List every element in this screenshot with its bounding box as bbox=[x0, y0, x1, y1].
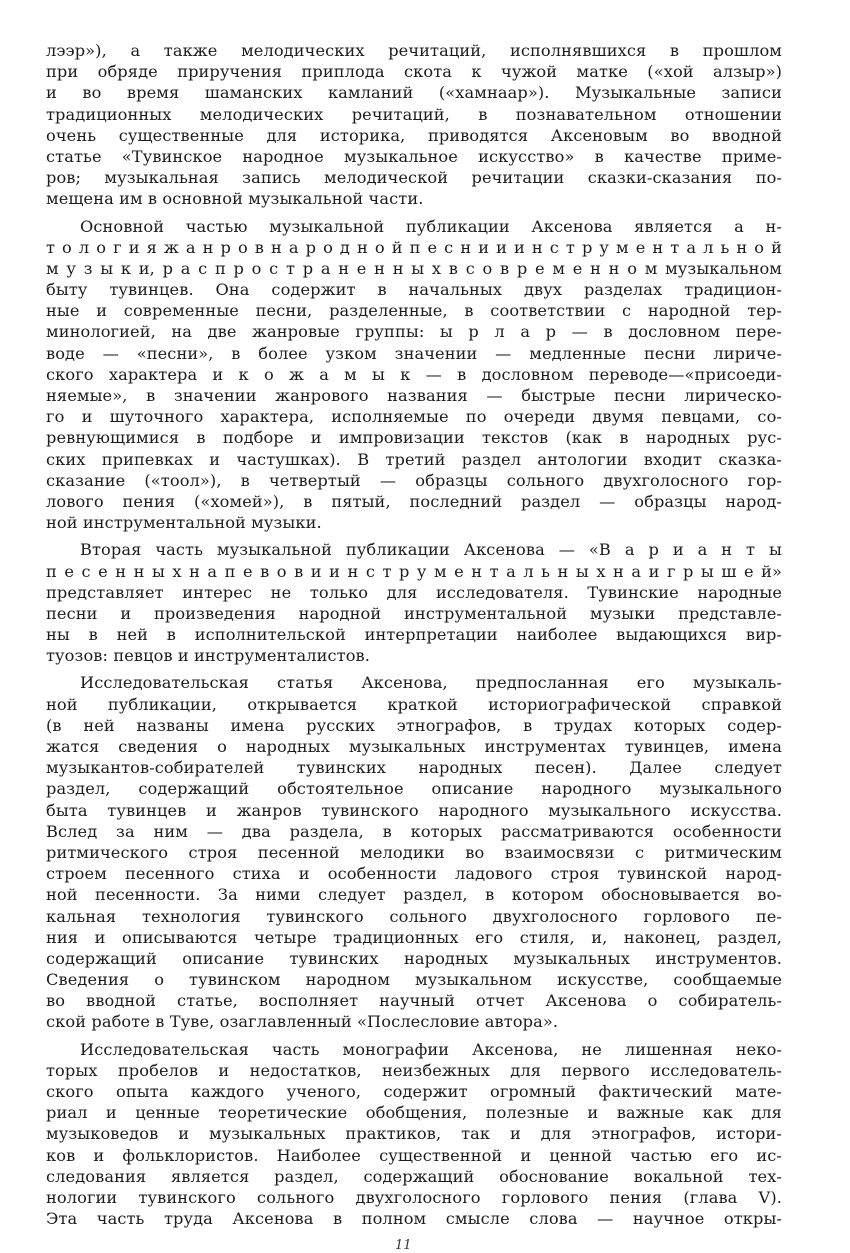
text-line: торых пробелов и недостатков, неизбежных для первого исследователь- bbox=[46, 1060, 782, 1080]
text-line: раздел, содержащий обстоятельное описание народного музыкального bbox=[46, 779, 782, 799]
text-line: ной публикации, открывается краткой историографической справкой bbox=[46, 694, 782, 714]
text-line: го и шуточного характера, исполняемые по очереди двумя певцами, со- bbox=[46, 407, 782, 427]
paragraph-1 bbox=[46, 40, 782, 210]
text-line: няемые», в значении жанрового названия — быстрые песни лирическо- bbox=[46, 386, 782, 405]
text-line: ского характера и к о ж а м ы к — в дословном переводе—«присоеди- bbox=[46, 364, 782, 384]
text-line: следования является раздел, содержащий обоснование вокальной тех- bbox=[46, 1166, 782, 1186]
text-line: нологии тувинского сольного двухголосного горлового пения (глава V). bbox=[46, 1187, 782, 1207]
text-line: жатся сведения о народных музыкальных инструментах тувинцев, имена bbox=[46, 737, 782, 756]
page-number: 11 bbox=[395, 1238, 412, 1253]
text-line: лового пения («хомей»), в пятый, последний раздел — образцы народ- bbox=[46, 491, 782, 511]
text-line: традиционных мелодических речитаций, в познавательном отношении bbox=[46, 104, 782, 124]
text-line: очень существенные для историка, приводятся Аксеновым во вводной bbox=[46, 125, 782, 145]
text-line: ской работе в Туве, озаглавленный «Послесловие автора». bbox=[46, 1012, 559, 1032]
text-line: ные и современные песни, разделенные, в соответствии с народной тер- bbox=[46, 301, 782, 321]
text-line: представляет интерес не только для исследователя. Тувинские народные bbox=[46, 582, 782, 602]
text-line: туозов: певцов и инструменталистов. bbox=[46, 646, 370, 666]
text-line: лээр»), а также мелодических речитаций, исполнявшихся в прошлом bbox=[46, 41, 782, 60]
text-line: т о л о г и я ж а н р о в н а р о д н о й п е с н и и и н с т р у м е н т а л ь н о й bbox=[46, 237, 782, 257]
text-line: ной песенности. За ними следует раздел, в котором обосновывается во- bbox=[46, 885, 782, 905]
text-line: Вторая часть музыкальной публикации Аксенова — «В а р и а н т ы bbox=[80, 540, 782, 560]
text-line: кальная технология тувинского сольного двухголосного горлового пе- bbox=[46, 906, 782, 926]
document-page bbox=[46, 40, 782, 1235]
text-line: ских припевках и частушках). В третий раздел антологии входит сказка- bbox=[46, 449, 782, 469]
text-line: содержащий описание тувинских народных музыкальных инструментов. bbox=[46, 948, 782, 968]
text-line: сказание («тоол»), в четвертый — образцы сольного двухголосного гор- bbox=[46, 470, 782, 490]
paragraph-3 bbox=[46, 539, 782, 666]
text-line: п е с е н н ы х н а п е в о в и и н с т р у м е н т а л ь н ы х н а и г р ы ш е й» bbox=[46, 561, 782, 581]
text-line: быта тувинцев и жанров тувинского народного музыкального искусства. bbox=[46, 800, 782, 820]
paragraph-2 bbox=[46, 216, 782, 534]
text-line: песни и произведения народной инструментальной музыки представле- bbox=[46, 603, 782, 623]
text-line: ров; музыкальная запись мелодической речитации сказки-сказания по- bbox=[46, 168, 782, 188]
text-line: строем песенного стиха и особенности ладового строя тувинской народ- bbox=[46, 864, 782, 884]
text-line: статье «Тувинское народное музыкальное искусство» в качестве приме- bbox=[46, 146, 782, 166]
text-line: Вслед за ним — два раздела, в которых рассматриваются особенности bbox=[46, 821, 782, 841]
text-line: при обряде приручения приплода скота к чужой матке («хой алзыр») bbox=[46, 62, 782, 82]
text-line: ритмического строя песенной мелодики во взаимосвязи с ритмическим bbox=[46, 842, 782, 862]
text-line: ной инструментальной музыки. bbox=[46, 513, 322, 533]
text-line: минологией, на две жанровые группы: ы р л а р — в дословном пере- bbox=[46, 322, 782, 342]
text-line: ков и фольклористов. Наиболее существенной и ценной частью его ис- bbox=[46, 1145, 782, 1165]
text-line: ревнующимися в подборе и импровизации текстов (как в народных рус- bbox=[46, 428, 782, 448]
text-line: Эта часть труда Аксенова в полном смысле слова — научное откры- bbox=[46, 1209, 782, 1229]
text-line: быту тувинцев. Она содержит в начальных двух разделах традицион- bbox=[46, 280, 782, 300]
text-line: и во время шаманских камланий («хамнаар»). Музыкальные записи bbox=[46, 83, 782, 103]
text-line: воде — «песни», в более узком значении — медленные песни лириче- bbox=[46, 343, 782, 363]
text-line: Сведения о тувинском народном музыкальном искусстве, сообщаемые bbox=[46, 970, 782, 990]
paragraph-5 bbox=[46, 1039, 782, 1230]
text-line: музыкантов-собирателей тувинских народных песен). Далее следует bbox=[46, 758, 782, 778]
text-line: (в ней названы имена русских этнографов, в трудах которых содер- bbox=[46, 715, 782, 735]
text-line: ны в ней в исполнительской интерпретации наиболее выдающихся вир- bbox=[46, 625, 782, 645]
text-line: во вводной статье, восполняет научный отчет Аксенова о собиратель- bbox=[46, 991, 782, 1011]
text-line: риал и ценные теоретические обобщения, полезные и важные как для bbox=[46, 1103, 782, 1123]
text-line: Исследовательская часть монографии Аксенова, не лишенная неко- bbox=[80, 1039, 782, 1059]
text-line: музыковедов и музыкальных практиков, так и для этнографов, истори- bbox=[46, 1124, 782, 1144]
text-line: мещена им в основной музыкальной части. bbox=[46, 189, 424, 209]
paragraph-4 bbox=[46, 672, 782, 1032]
text-line: ского опыта каждого ученого, содержит огромный фактический мате- bbox=[46, 1082, 782, 1101]
text-line: Основной частью музыкальной публикации Аксенова является а н- bbox=[80, 216, 782, 236]
text-line: м у з ы к и, р а с п р о с т р а н е н н ы х в с о в р е м е н н о м музыкальном bbox=[46, 258, 782, 278]
text-line: ния и описываются четыре традиционных его стиля, и, наконец, раздел, bbox=[46, 927, 782, 947]
text-line: Исследовательская статья Аксенова, предпосланная его музыкаль- bbox=[80, 673, 782, 693]
